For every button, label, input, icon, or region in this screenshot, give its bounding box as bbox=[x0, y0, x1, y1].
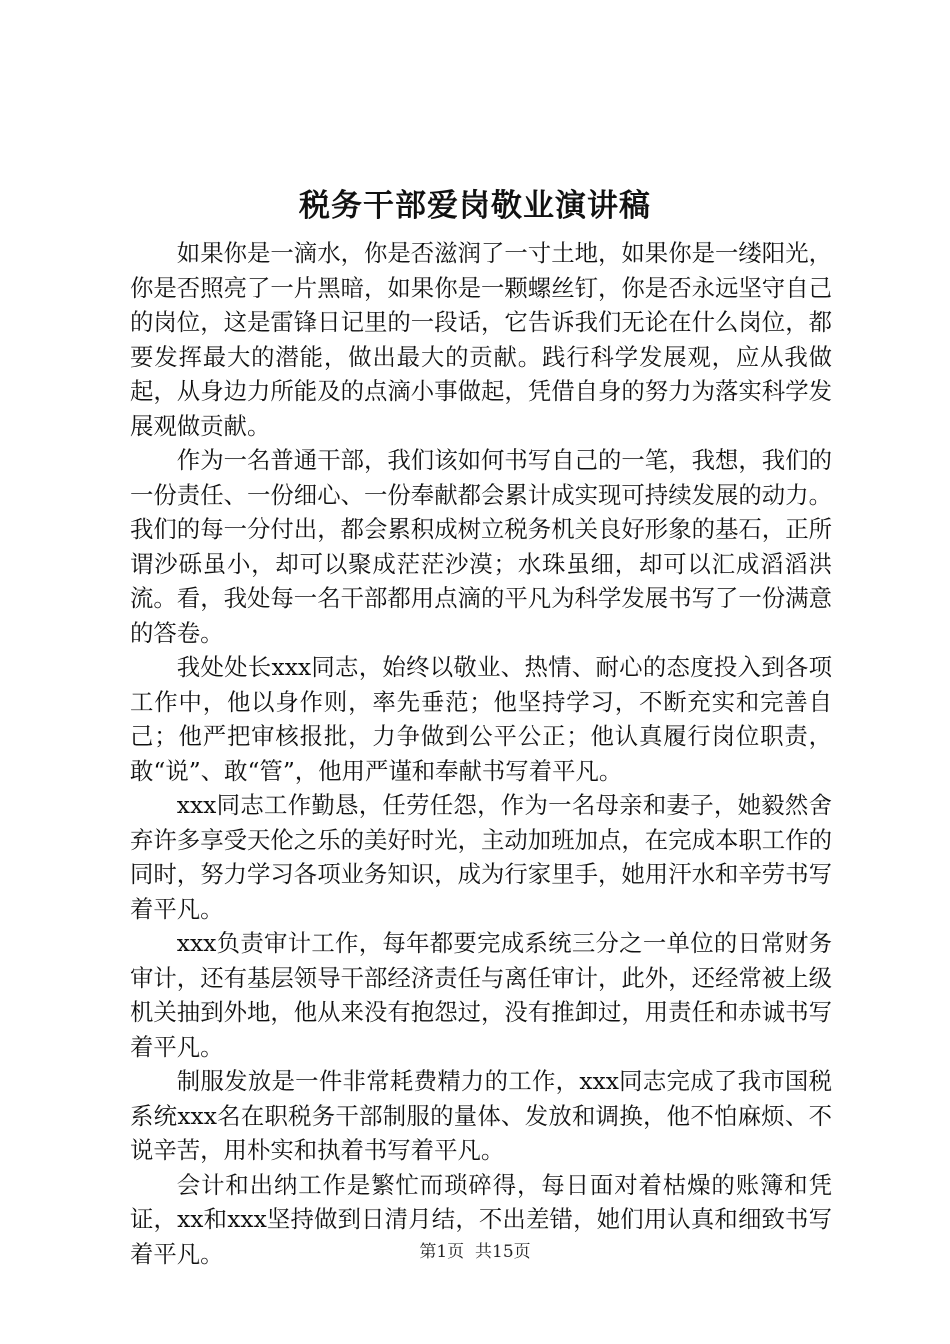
paragraph: 作为一名普通干部，我们该如何书写自己的一笔，我想，我们的一份责任、一份细心、一份奉献都会累计成实现可持续发展的动力。我们的每一分付出，都会累积成树立税务机关良好形象的基石，正所谓沙砾虽小，却可以聚成茫茫沙漠；水珠虽细，却可以汇成滔滔洪流。看，我处每一名干部都用点滴的平凡为科学发展书写了一份满意的答卷。 bbox=[130, 446, 832, 647]
page-number: 第1页 bbox=[419, 1242, 465, 1262]
paragraph: 如果你是一滴水，你是否滋润了一寸土地，如果你是一缕阳光，你是否照亮了一片黑暗，如果你是一颗螺丝钉，你是否永远坚守自己的岗位，这是雷锋日记里的一段话，它告诉我们无论在什么岗位，都要发挥最大的潜能，做出最大的贡献。践行科学发展观，应从我做起，从身边力所能及的点滴小事做起，凭借自身的努力为落实科学发展观做贡献。 bbox=[130, 239, 832, 440]
paragraph: 制服发放是一件非常耗费精力的工作，xxx同志完成了我市国税系统xxx名在职税务干部制服的量体、发放和调换，他不怕麻烦、不说辛苦，用朴实和执着书写着平凡。 bbox=[130, 1067, 832, 1164]
document-body bbox=[130, 236, 832, 1271]
paragraph: xxx负责审计工作，每年都要完成系统三分之一单位的日常财务审计，还有基层领导干部经济责任与离任审计，此外，还经常被上级机关抽到外地，他从来没有抱怨过，没有推卸过，用责任和赤诚书写着平凡。 bbox=[130, 929, 832, 1061]
page-footer bbox=[0, 1240, 950, 1264]
paragraph: 我处处长xxx同志，始终以敬业、热情、耐心的态度投入到各项工作中，他以身作则，率先垂范；他坚持学习，不断充实和完善自己；他严把审核报批，力争做到公平公正；他认真履行岗位职责，敢“说”、敢“管”，他用严谨和奉献书写着平凡。 bbox=[130, 653, 832, 785]
paragraph: xxx同志工作勤恳，任劳任怨，作为一名母亲和妻子，她毅然舍弃许多享受天伦之乐的美好时光，主动加班加点，在完成本职工作的同时，努力学习各项业务知识，成为行家里手，她用汗水和辛劳书写着平凡。 bbox=[130, 791, 832, 923]
document-title: 税务干部爱岗敬业演讲稿 bbox=[299, 188, 651, 224]
page-total: 共15页 bbox=[475, 1242, 531, 1262]
paragraph: 会计和出纳工作是繁忙而琐碎得，每日面对着枯燥的账簿和凭证，xx和xxx坚持做到日清月结，不出差错，她们用认真和细致书写着平凡。 bbox=[130, 1170, 832, 1268]
